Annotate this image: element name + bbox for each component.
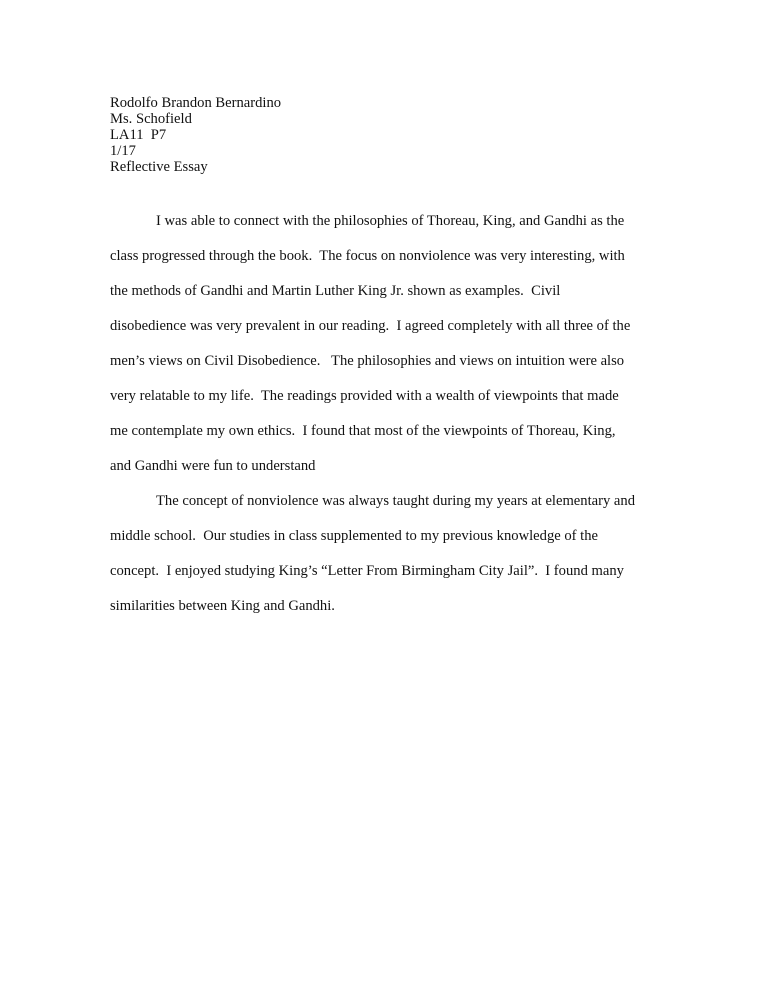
- essay-body: [110, 211, 670, 631]
- paragraph-line: The concept of nonviolence was always taught during my years at elementary and: [156, 493, 635, 509]
- paragraph-line: similarities between King and Gandhi.: [110, 598, 335, 614]
- essay-title: Reflective Essay: [110, 159, 208, 175]
- student-name: Rodolfo Brandon Bernardino: [110, 95, 282, 111]
- paragraph-line: the methods of Gandhi and Martin Luther King Jr. shown as examples. Civil: [110, 283, 561, 299]
- paragraph: [110, 491, 670, 631]
- paragraph-line: I was able to connect with the philosophies of Thoreau, King, and Gandhi as the: [156, 213, 625, 229]
- paragraph-line: concept. I enjoyed studying King’s “Letter From Birmingham City Jail”. I found many: [110, 563, 624, 579]
- date: 1/17: [110, 143, 136, 159]
- paragraph-line: middle school. Our studies in class supplemented to my previous knowledge of the: [110, 528, 598, 544]
- paragraph-line: very relatable to my life. The readings provided with a wealth of viewpoints that made: [110, 388, 619, 404]
- paragraph-line: disobedience was very prevalent in our reading. I agreed completely with all three of the: [110, 318, 631, 334]
- class-period: LA11 P7: [110, 127, 167, 143]
- paragraph-line: and Gandhi were fun to understand: [110, 458, 316, 474]
- paragraph-line: men’s views on Civil Disobedience. The philosophies and views on intuition were also: [110, 353, 625, 369]
- paragraph: [110, 211, 670, 491]
- teacher-name: Ms. Schofield: [110, 111, 192, 127]
- paragraph-line: me contemplate my own ethics. I found that most of the viewpoints of Thoreau, King,: [110, 423, 616, 439]
- paragraph-line: class progressed through the book. The focus on nonviolence was very interesting, with: [110, 248, 625, 264]
- essay-header: [110, 95, 281, 175]
